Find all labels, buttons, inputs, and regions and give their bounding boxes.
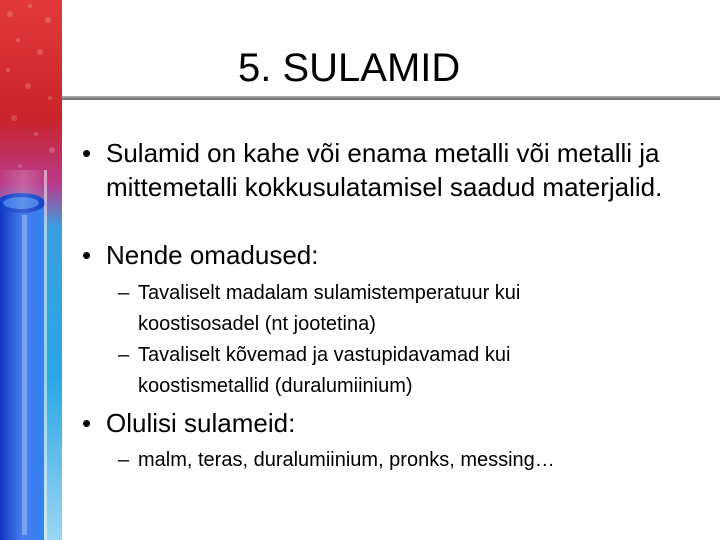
bullet-glyph: •	[82, 138, 92, 168]
bullet-text: Nende omadused:	[106, 240, 319, 270]
bullet-glyph: •	[82, 240, 92, 270]
bullet-text: Olulisi sulameid:	[106, 408, 296, 438]
sub-bullet-text: Tavaliselt madalam sulamistemperatuur kui koostisosadel (nt jootetina)	[138, 282, 521, 335]
bullet-text: Sulamid on kahe või enama metalli või metalli ja mittemetalli kokkusulatamisel saadud materjalid.	[106, 138, 663, 202]
title-divider	[62, 96, 720, 100]
sub-bullet-text: malm, teras, duralumiinium, pronks, messing…	[138, 449, 555, 471]
dash-glyph: –	[118, 449, 130, 471]
dash-glyph: –	[118, 282, 130, 304]
slide-title: 5. SULAMID	[238, 46, 461, 90]
sub-bullet-text: Tavaliselt kõvemad ja vastupidavamad kui koostismetallid (duralumiinium)	[138, 344, 511, 397]
bullet-glyph: •	[82, 408, 92, 438]
test-tube-image	[0, 0, 62, 540]
dash-glyph: –	[118, 344, 130, 366]
